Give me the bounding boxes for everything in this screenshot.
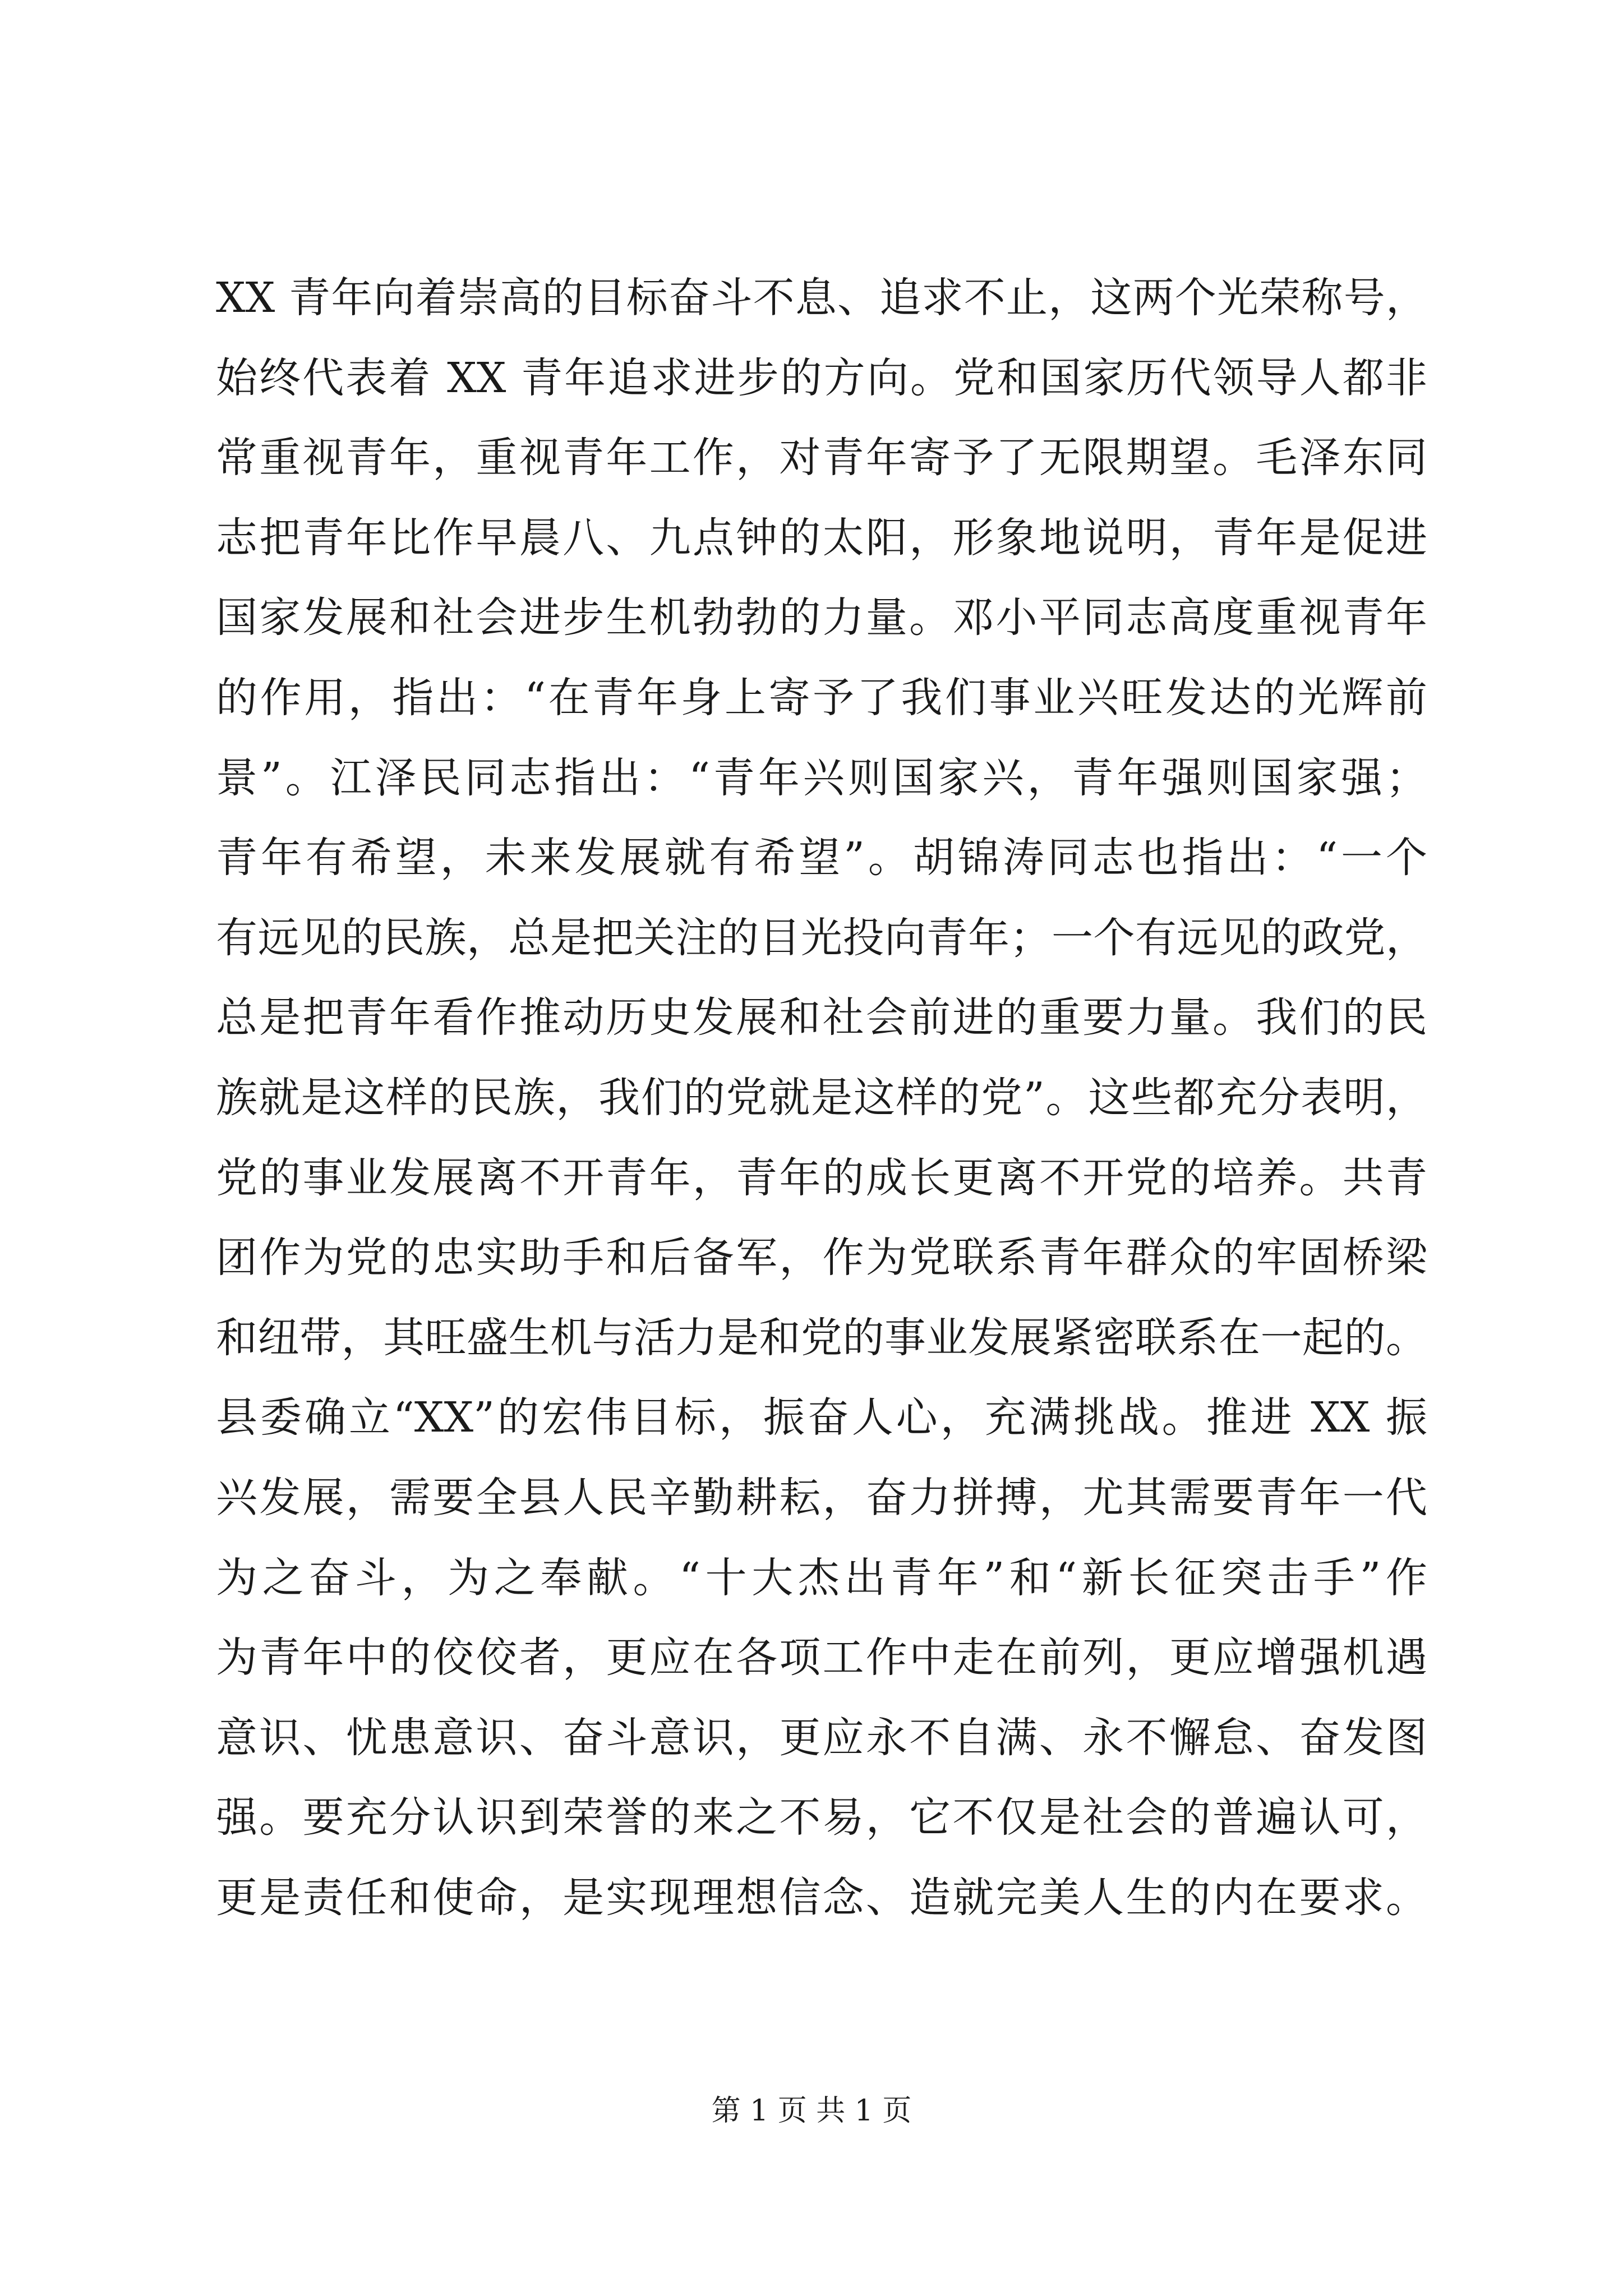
- text-line: 团作为党的忠实助手和后备军，作为党联系青年群众的牢固桥梁: [216, 1234, 1427, 1282]
- text-line: 兴发展，需要全县人民辛勤耕耘，奋力拼搏，尤其需要青年一代: [216, 1473, 1427, 1522]
- page-footer: [0, 2087, 1623, 2129]
- text-line: 县委确立“XX”的宏伟目标，振奋人心，充满挑战。推进 XX 振: [216, 1393, 1427, 1442]
- page-number-label: 第 1 页 共 1 页: [711, 2094, 912, 2128]
- text-line: 族就是这样的民族，我们的党就是这样的党”。这些都充分表明，: [216, 1073, 1427, 1122]
- text-line: 有远见的民族，总是把关注的目光投向青年；一个有远见的政党，: [216, 913, 1427, 962]
- text-line: 始终代表着 XX 青年追求进步的方向。党和国家历代领导人都非: [216, 353, 1427, 402]
- text-line: 景”。江泽民同志指出：“青年兴则国家兴，青年强则国家强；: [216, 753, 1427, 802]
- text-line: XX 青年向着崇高的目标奋斗不息、追求不止，这两个光荣称号，: [216, 274, 1427, 322]
- text-line: 更是责任和使命，是实现理想信念、造就完美人生的内在要求。: [216, 1873, 1427, 1922]
- text-line: 党的事业发展离不开青年，青年的成长更离不开党的培养。共青: [216, 1153, 1427, 1202]
- text-line: 意识、忧患意识、奋斗意识，更应永不自满、永不懈怠、奋发图: [216, 1713, 1427, 1762]
- text-line: 青年有希望，未来发展就有希望”。胡锦涛同志也指出：“一个: [216, 834, 1427, 882]
- text-line: 和纽带，其旺盛生机与活力是和党的事业发展紧密联系在一起的。: [216, 1313, 1427, 1362]
- body-paragraph: [216, 258, 1427, 1938]
- text-line: 志把青年比作早晨八、九点钟的太阳，形象地说明，青年是促进: [216, 513, 1427, 562]
- text-line: 国家发展和社会进步生机勃勃的力量。邓小平同志高度重视青年: [216, 593, 1427, 642]
- text-line: 总是把青年看作推动历史发展和社会前进的重要力量。我们的民: [216, 993, 1427, 1042]
- text-line: 为之奋斗，为之奉献。“十大杰出青年”和“新长征突击手”作: [216, 1553, 1427, 1602]
- text-line: 常重视青年，重视青年工作，对青年寄予了无限期望。毛泽东同: [216, 434, 1427, 482]
- text-line: 强。要充分认识到荣誉的来之不易，它不仅是社会的普遍认可，: [216, 1793, 1427, 1842]
- text-line: 的作用，指出：“在青年身上寄予了我们事业兴旺发达的光辉前: [216, 673, 1427, 722]
- text-line: 为青年中的佼佼者，更应在各项工作中走在前列，更应增强机遇: [216, 1634, 1427, 1682]
